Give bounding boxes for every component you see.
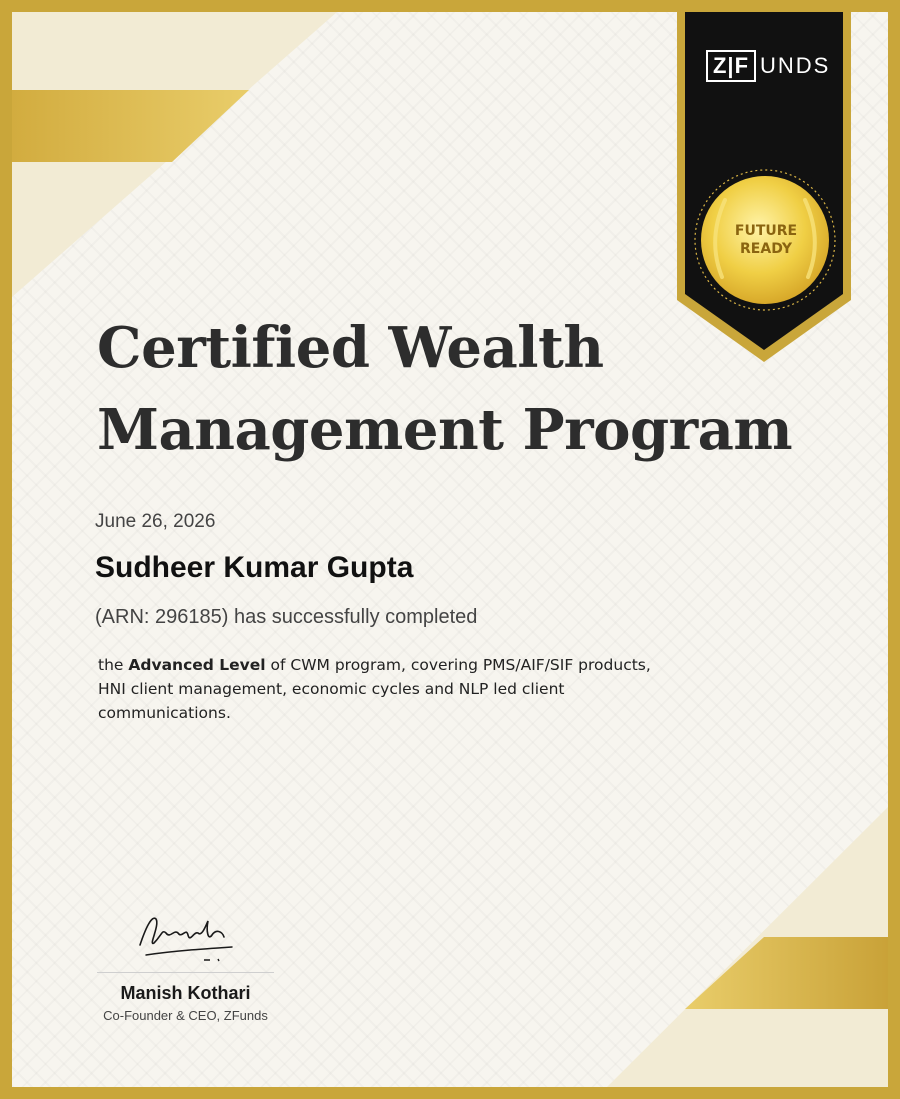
logo-text: UNDS [760,53,831,78]
signature [132,907,252,967]
recipient-name: Sudheer Kumar Gupta [95,551,414,584]
desc-line1: of CWM program, covering PMS/AIF/SIF products, [270,656,651,674]
desc-prefix: the [98,656,124,674]
arn-completion-line: (ARN: 296185) has successfully completed [95,606,478,628]
signatory-title: Co-Founder & CEO, ZFunds [103,1008,268,1023]
signatory-name: Manish Kothari [120,983,251,1003]
logo-boxed-letters: Z|F [706,50,756,82]
certificate-body [12,12,888,1087]
title-line-1: Certified Wealth [97,315,604,381]
signature-line [97,972,274,973]
medal-line-1: FUTURE [734,223,798,239]
signature-stroke [140,918,224,945]
medal-line-2: READY [740,241,792,257]
desc-line3: communications. [98,704,231,722]
medal-text [706,222,826,258]
top-left-gold-band [12,90,249,162]
desc-line2: HNI client management, economic cycles and NLP led client [98,680,565,698]
title-line-2: Management Program [97,397,793,463]
signature-underline [146,947,232,955]
program-description [98,653,668,725]
zfunds-logo [706,49,830,83]
signature-dots [204,959,219,961]
certificate-date: June 26, 2026 [95,511,216,532]
bottom-right-gold-band [685,937,888,1009]
desc-level: Advanced Level [128,656,266,674]
